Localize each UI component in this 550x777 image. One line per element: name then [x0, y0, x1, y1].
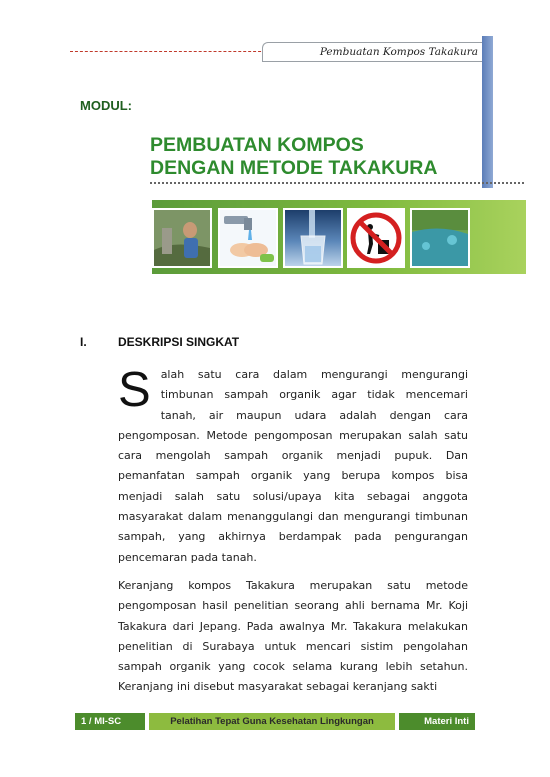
- modul-label: MODUL:: [80, 98, 132, 113]
- hand-washing-outdoor-image: [152, 208, 212, 268]
- footer-material-type: Materi Inti: [399, 713, 475, 730]
- no-littering-sign-icon: [347, 208, 405, 268]
- footer-bar: [75, 713, 475, 730]
- faucet-handwash-icon: [218, 208, 278, 268]
- page-title: [150, 134, 437, 180]
- water-glass-icon: [283, 208, 343, 268]
- section-number: I.: [80, 335, 87, 349]
- title-line-1: PEMBUATAN KOMPOS: [150, 134, 364, 156]
- header-vertical-bar: [482, 36, 493, 188]
- title-dotted-rule: [150, 182, 524, 184]
- paragraph-1-text: alah satu cara dalam mengurangi mengurangi timbunan sampah organik agar tidak mencemari tanah, air maupun udara adalah dengan cara pengomposan. Metode pengomposan merupakan salah satu cara mengolah sampah organik menjadi pupuk. Dan pemanfatan sampah organik yang berupa kompos bisa menjadi salah satu solusi/upaya kita sebagai anggota masyarakat dalam menanggulangi dan mengurangi timbunan sampah, yang akhirnya berdampak pada pengurangan pencemaran pada tanah.: [118, 368, 468, 564]
- paragraph-2: Keranjang kompos Takakura merupakan satu metode pengomposan hasil penelitian seorang ahli bernama Mr. Koji Takakura dari Jepang. Pada awalnya Mr. Takakura melakukan penelitian di Surabaya untuk mencari sistim pengolahan sampah organik yang cocok selama kurang lebih setahun. Keranjang ini disebut masyarakat sebagai keranjang sakti: [118, 579, 468, 694]
- title-line-2: DENGAN METODE TAKAKURA: [150, 157, 438, 179]
- header-dashed-rule: [70, 51, 266, 52]
- running-title: Pembuatan Kompos Takakura: [262, 42, 484, 62]
- footer-page-number: 1 / MI-SC: [75, 713, 145, 730]
- section-title: DESKRIPSI SINGKAT: [118, 335, 240, 349]
- paragraph-1: [118, 365, 468, 568]
- pond-landscape-image: [410, 208, 470, 268]
- footer-course-name: Pelatihan Tepat Guna Kesehatan Lingkungan: [149, 713, 395, 730]
- drop-cap: S: [118, 363, 151, 417]
